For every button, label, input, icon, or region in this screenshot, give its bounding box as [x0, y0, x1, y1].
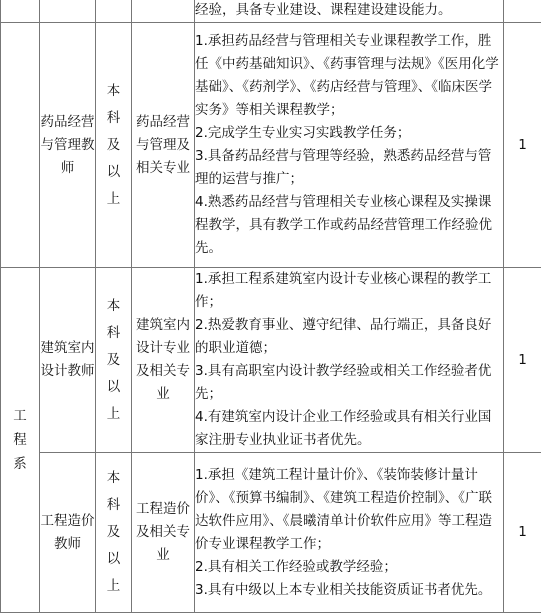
- education-cell: [96, 268, 132, 453]
- count-cell: 1: [504, 268, 541, 453]
- department-cell: [1, 23, 40, 268]
- department-cell: [1, 0, 40, 23]
- count-cell: 1: [504, 23, 541, 268]
- education-text: 本科及以上: [107, 78, 121, 213]
- duties-cell: [195, 0, 504, 23]
- table-row: [1, 23, 541, 268]
- education-text: 本科及以上: [107, 293, 121, 428]
- table-row: [1, 268, 541, 453]
- education-cell: [96, 23, 132, 268]
- duty-line: 3.具有高职室内设计教学经验或相关工作经验者优先；: [195, 360, 503, 406]
- duty-line: 3.具备药品经营与管理等经验，熟悉药品经营与管理的运营与推广；: [195, 145, 503, 191]
- duties-cell: [195, 23, 504, 268]
- count-cell: [504, 0, 541, 23]
- post-cell: 工程造价教师: [40, 453, 96, 613]
- duty-line: 经验，具备专业建设、课程建设建设能力。: [195, 0, 503, 22]
- education-cell: [96, 453, 132, 613]
- duty-line: 1.承担药品经营与管理相关专业课程教学工作，胜任《中药基础知识》、《药事管理与法规》《医用化学基础》、《药剂学》、《药店经营与管理》、《临床医学实务》等相关课程教学；: [195, 30, 503, 122]
- duties-cell: [195, 268, 504, 453]
- major-cell: 工程造价及相关专业: [132, 453, 195, 613]
- duty-line: 1.承担《建筑工程计量计价》、《装饰装修计量计价》、《预算书编制》、《建筑工程造价控制》、《广联达软件应用》、《晨曦清单计价软件应用》等工程造价专业课程教学工作；: [195, 464, 503, 556]
- department-cell: [1, 268, 40, 613]
- major-cell: [132, 0, 195, 23]
- post-cell: 建筑室内设计教师: [40, 268, 96, 453]
- post-cell: 药品经营与管理教师: [40, 23, 96, 268]
- major-cell: 建筑室内设计专业及相关专业: [132, 268, 195, 453]
- count-cell: 1: [504, 453, 541, 613]
- duty-line: 2.热爱教育事业、遵守纪律、品行端正，具备良好的职业道德；: [195, 314, 503, 360]
- department-text: 工程系: [13, 404, 27, 476]
- duties-cell: [195, 453, 504, 613]
- table-row: [1, 0, 541, 23]
- duty-line: 4.熟悉药品经营与管理相关专业核心课程及实操课程教学，具有教学工作或药品经营管理工作经验优先。: [195, 191, 503, 260]
- table-row: [1, 453, 541, 613]
- duty-line: 4.有建筑室内设计企业工作经验或具有相关行业国家注册专业执业证书者优先。: [195, 406, 503, 452]
- duty-line: 2.具有相关工作经验或教学经验；: [195, 556, 503, 579]
- duty-line: 2.完成学生专业实习实践教学任务；: [195, 122, 503, 145]
- duty-line: 3.具有中级以上本专业相关技能资质证书者优先。: [195, 579, 503, 602]
- post-cell: [40, 0, 96, 23]
- major-cell: 药品经营与管理及相关专业: [132, 23, 195, 268]
- education-text: 本科及以上: [107, 465, 121, 600]
- education-cell: [96, 0, 132, 23]
- duty-line: 1.承担工程系建筑室内设计专业核心课程的教学工作；: [195, 268, 503, 314]
